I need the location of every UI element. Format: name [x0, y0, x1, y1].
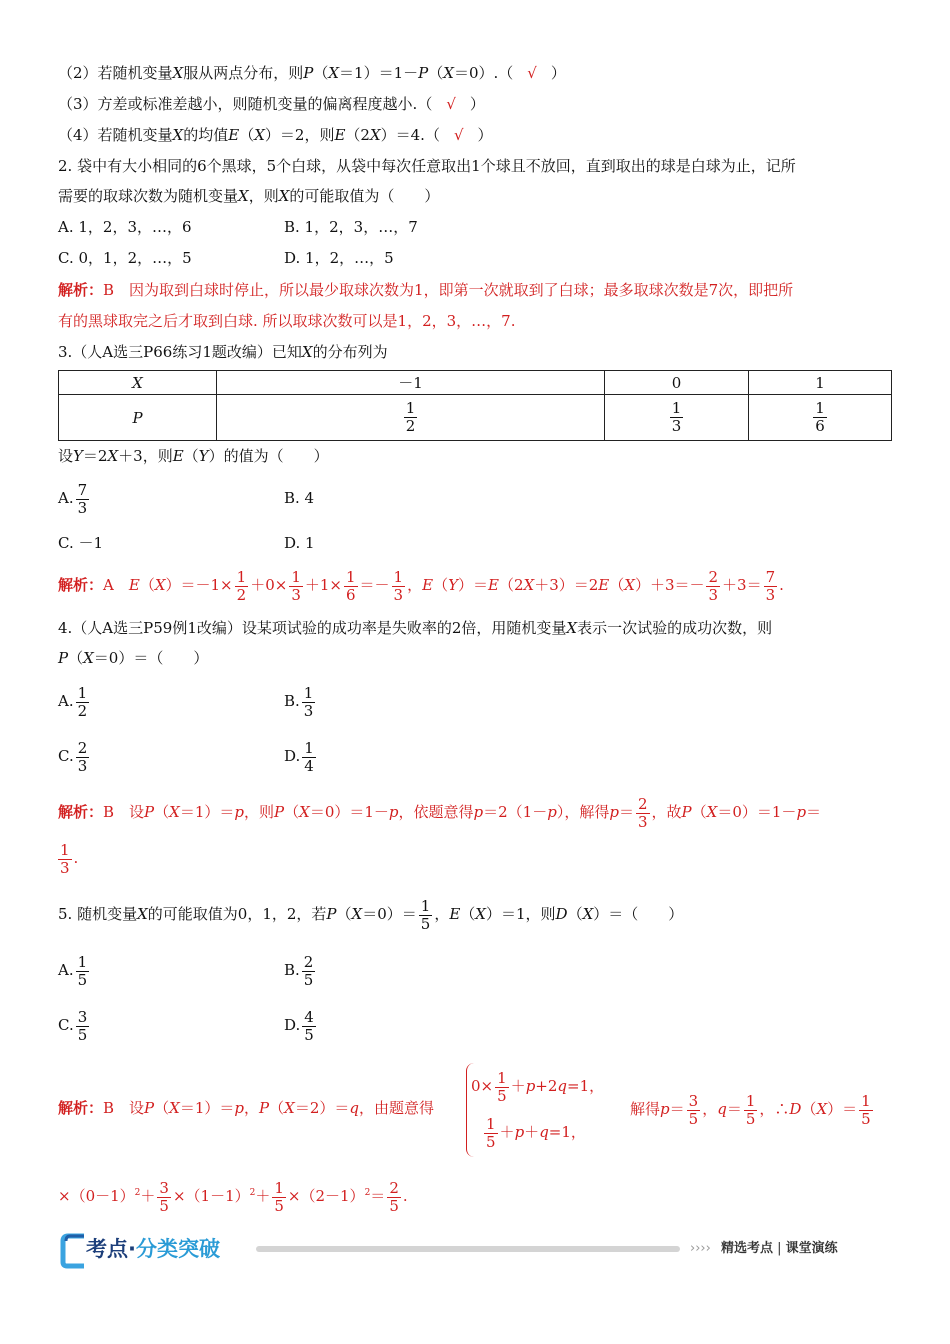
q3-option-a: A. $\frac{7}{3}$: [58, 480, 88, 517]
q2-option-a: A. 1，2，3，…，6: [58, 218, 192, 236]
q3-option-b: B. 4: [284, 489, 315, 507]
q3-option-c: C. －1: [58, 534, 104, 552]
q1-item-3: （3）方差或标准差越小，则随机变量的偏离程度越小.（ √ ）: [58, 95, 485, 113]
solution-label: 解析：: [58, 281, 104, 299]
table-row: [59, 395, 892, 441]
q5-option-a: A. $\frac{1}{5}$: [58, 952, 88, 989]
q5-solution-post: 解得p＝ $\frac{3}{5}$ ，q＝ $\frac{1}{5}$ ，∴D（X）＝ $\frac{1}{5}$: [630, 1091, 871, 1128]
footer-divider-bar: [256, 1246, 680, 1252]
q5-option-b: B. $\frac{2}{5}$: [284, 952, 314, 989]
chevrons-icon: ››››: [690, 1241, 711, 1256]
table-row: [59, 371, 892, 395]
check-mark: √: [446, 95, 456, 113]
q5-option-c: C. $\frac{3}{5}$: [58, 1007, 88, 1044]
q4-option-d: D. $\frac{1}{4}$: [284, 738, 314, 775]
q4-stem-line-2: P（X＝0）＝（ ）: [58, 649, 209, 667]
q5-solution-pre: 解析：B 设P（X＝1）＝p，P（X＝2）＝q，由题意得: [58, 1099, 434, 1117]
q5-option-d: D. $\frac{4}{5}$: [284, 1007, 314, 1044]
q2-stem-line-1: 2. 袋中有大小相同的6个黑球，5个白球，从袋中每次任意取出1个球且不放回，直到取出的球是白球为止，记所: [58, 157, 796, 175]
solution-label: 解析：: [58, 803, 104, 821]
q3-ask: 设Y＝2X＋3，则E（Y）的值为（ ）: [58, 447, 329, 465]
q3-stem: 3.（人A选三P66练习1题改编）已知X的分布列为: [58, 343, 388, 361]
q4-stem-line-1: 4.（人A选三P59例1改编）设某项试验的成功率是失败率的2倍，用随机变量X表示一次试验的成功次数，则: [58, 619, 773, 637]
q1-item-4: （4）若随机变量X的均值E（X）＝2，则E（2X）＝4.（ √ ）: [58, 126, 493, 144]
table-cell: $\frac{1}{6}$: [749, 395, 892, 441]
table-cell: $\frac{1}{2}$: [217, 395, 605, 441]
section-logo-icon: [60, 1232, 88, 1270]
table-cell: 1: [749, 371, 892, 395]
q4-option-a: A. $\frac{1}{2}$: [58, 683, 88, 720]
q1-item-2: （2）若随机变量X服从两点分布，则P（X＝1）＝1－P（X＝0）.（ √ ）: [58, 64, 566, 82]
table-head-p: P: [59, 395, 217, 441]
table-cell: $\frac{1}{3}$: [605, 395, 749, 441]
table-cell: 0: [605, 371, 749, 395]
q5-solution-line-2: $\times(0-1)^2+$ $\frac{3}{5}$ $\times(1-1)^2+$ $\frac{1}{5}$ $\times(2-1)^2=$ $\frac{2}{5}$ .: [58, 1178, 408, 1215]
table-head-x: X: [59, 371, 217, 395]
q2-option-b: B. 1，2，3，…，7: [284, 218, 418, 236]
footer-nav: ›››› 精选考点 | 课堂演练: [690, 1241, 838, 1256]
check-mark: √: [527, 64, 537, 82]
q4-solution-line-1: 解析：B 设P（X＝1）＝p，则P（X＝0）＝1－p，依题意得p＝2（1－p），解得p＝ $\frac{2}{3}$ ，故P（X＝0）＝1－p＝: [58, 794, 822, 831]
q2-option-d: D. 1，2，…，5: [284, 249, 394, 267]
q4-option-c: C. $\frac{2}{3}$: [58, 738, 88, 775]
distribution-table: [58, 370, 892, 441]
solution-label: 解析：: [58, 576, 104, 594]
q2-stem-line-2: 需要的取球次数为随机变量X，则X的可能取值为（ ）: [58, 187, 440, 205]
q2-option-c: C. 0，1，2，…，5: [58, 249, 192, 267]
check-mark: √: [453, 126, 464, 144]
equation-system-line-1: 0× $\frac{1}{5}$ ＋p+2q=1，: [471, 1068, 605, 1105]
q3-option-d: D. 1: [284, 534, 315, 552]
footer-section-title: 考点·分类突破: [86, 1237, 220, 1261]
q2-solution-line-1: 解析：B 因为取到白球时停止，所以最少取球次数为1，即第一次就取到了白球；最多取球次数是7次，即把所: [58, 281, 794, 299]
q3-solution: 解析：A E（X）＝－1× $\frac{1}{2}$ ＋0× $\frac{1}{3}$ ＋1× $\frac{1}{6}$ ＝－ $\frac{1}{3}$ ，E（Y）＝E（2X＋3）＝2E（X）＋3＝－ $\frac{2}{3}$ ＋3＝ $\frac{7}{3}$ .: [58, 567, 784, 604]
equation-system-line-2: $\frac{1}{5}$ ＋p＋q=1，: [486, 1114, 586, 1151]
q4-option-b: B. $\frac{1}{3}$: [284, 683, 314, 720]
q5-stem: 5. 随机变量X的可能取值为0，1，2，若P（X＝0）＝ $\frac{1}{5}$ ，E（X）＝1，则D（X）＝（ ）: [58, 896, 684, 933]
q2-solution-line-2: 有的黑球取完之后才取到白球. 所以取球次数可以是1，2，3，…，7.: [58, 312, 516, 330]
table-cell: －1: [217, 371, 605, 395]
q4-solution-line-2: $\frac{1}{3}$ .: [60, 840, 79, 877]
solution-label: 解析：: [58, 1099, 104, 1117]
